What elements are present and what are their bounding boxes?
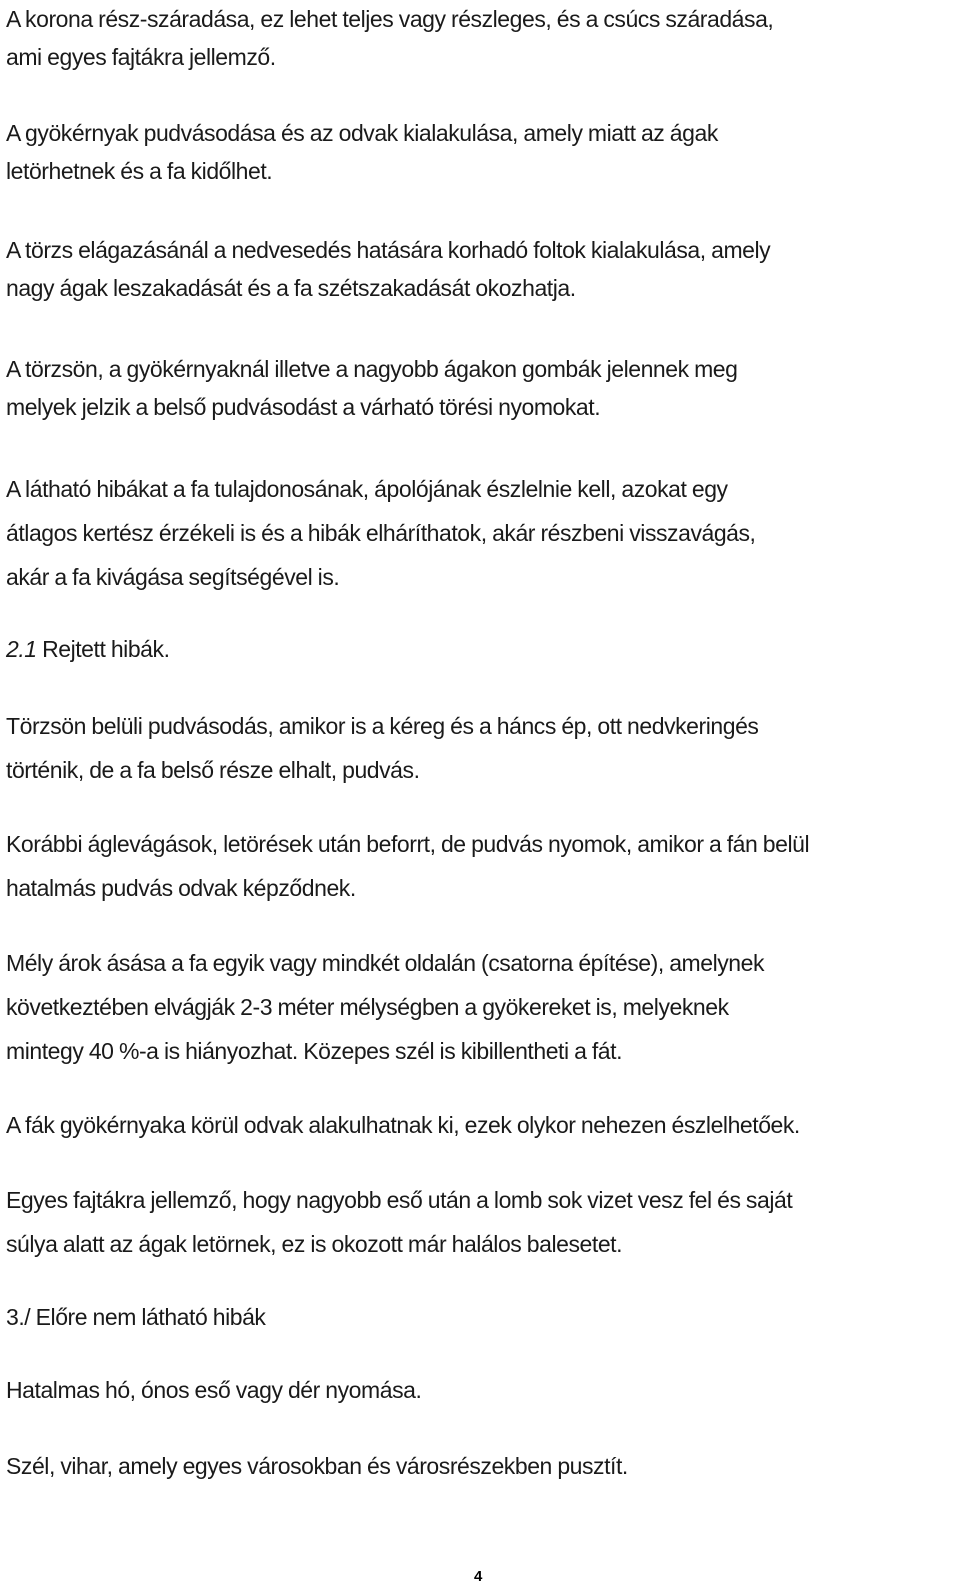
paragraph-past-cuts xyxy=(6,822,809,910)
heading-line: 3./ Előre nem látható hibák xyxy=(6,1304,266,1330)
section-number: 2.1 xyxy=(6,636,37,662)
text-line: nagy ágak leszakadását és a fa szétszakadását okozhatja. xyxy=(6,275,576,301)
text-line: mintegy 40 %-a is hiányozhat. Közepes szél is kibillentheti a fát. xyxy=(6,1038,623,1064)
text-line: akár a fa kivágása segítségével is. xyxy=(6,564,340,590)
paragraph-trunk-fork-rot xyxy=(6,231,770,307)
text-line: A törzs elágazásánál a nedvesedés hatására korhadó foltok kialakulása, amely xyxy=(6,237,771,263)
paragraph-snow-ice xyxy=(6,1371,421,1409)
paragraph-fungi xyxy=(6,350,737,426)
section-heading-unforeseeable-defects xyxy=(6,1298,265,1336)
paragraph-branch-breakage xyxy=(6,1178,792,1266)
text-line: A korona rész-száradása, ez lehet teljes vagy részleges, és a csúcs száradása, xyxy=(6,6,774,32)
paragraph-crown-drying xyxy=(6,0,773,76)
text-line: történik, de a fa belső része elhalt, pudvás. xyxy=(6,757,420,783)
text-line: melyek jelzik a belső pudvásodást a várható törési nyomokat. xyxy=(6,394,601,420)
paragraph-internal-rot xyxy=(6,704,758,792)
paragraph-wind-storm xyxy=(6,1447,628,1485)
text-line: hatalmás pudvás odvak képződnek. xyxy=(6,875,356,901)
text-line: következtében elvágják 2-3 méter mélységben a gyökereket is, melyeknek xyxy=(6,994,729,1020)
paragraph-root-collar-decay xyxy=(6,114,718,190)
text-line: A fák gyökérnyaka körül odvak alakulhatnak ki, ezek olykor nehezen észlelhetőek. xyxy=(6,1112,800,1138)
text-line: A törzsön, a gyökérnyaknál illetve a nagyobb ágakon gombák jelennek meg xyxy=(6,356,738,382)
page-number: 4 xyxy=(474,1568,483,1585)
text-line: átlagos kertész érzékeli is és a hibák elháríthatok, akár részbeni visszavágás, xyxy=(6,520,756,546)
paragraph-trench-digging xyxy=(6,941,764,1073)
text-line: Szél, vihar, amely egyes városokban és városrészekben pusztít. xyxy=(6,1453,628,1479)
paragraph-visible-defects xyxy=(6,467,756,599)
text-line: A gyökérnyak pudvásodása és az odvak kialakulása, amely miatt az ágak xyxy=(6,120,718,146)
text-line: A látható hibákat a fa tulajdonosának, ápolójának észlelnie kell, azokat egy xyxy=(6,476,728,502)
text-line: Korábbi áglevágások, letörések után beforrt, de pudvás nyomok, amikor a fán belül xyxy=(6,831,810,857)
text-line: Törzsön belüli pudvásodás, amikor is a kéreg és a háncs ép, ott nedvkeringés xyxy=(6,713,759,739)
text-line: Mély árok ásása a fa egyik vagy mindkét oldalán (csatorna építése), amelynek xyxy=(6,950,765,976)
section-heading-hidden-defects xyxy=(6,630,170,668)
text-line: Egyes fajtákra jellemző, hogy nagyobb eső után a lomb sok vizet vesz fel és saját xyxy=(6,1187,793,1213)
text-line: súlya alatt az ágak letörnek, ez is okozott már halálos balesetet. xyxy=(6,1231,623,1257)
text-line: ami egyes fajtákra jellemző. xyxy=(6,44,276,70)
document-page xyxy=(6,0,950,1590)
section-title: Rejtett hibák. xyxy=(36,636,170,662)
heading-line xyxy=(6,630,170,668)
text-line: Hatalmas hó, ónos eső vagy dér nyomása. xyxy=(6,1377,422,1403)
paragraph-root-collar-cavities xyxy=(6,1106,800,1144)
text-line: letörhetnek és a fa kidőlhet. xyxy=(6,158,273,184)
